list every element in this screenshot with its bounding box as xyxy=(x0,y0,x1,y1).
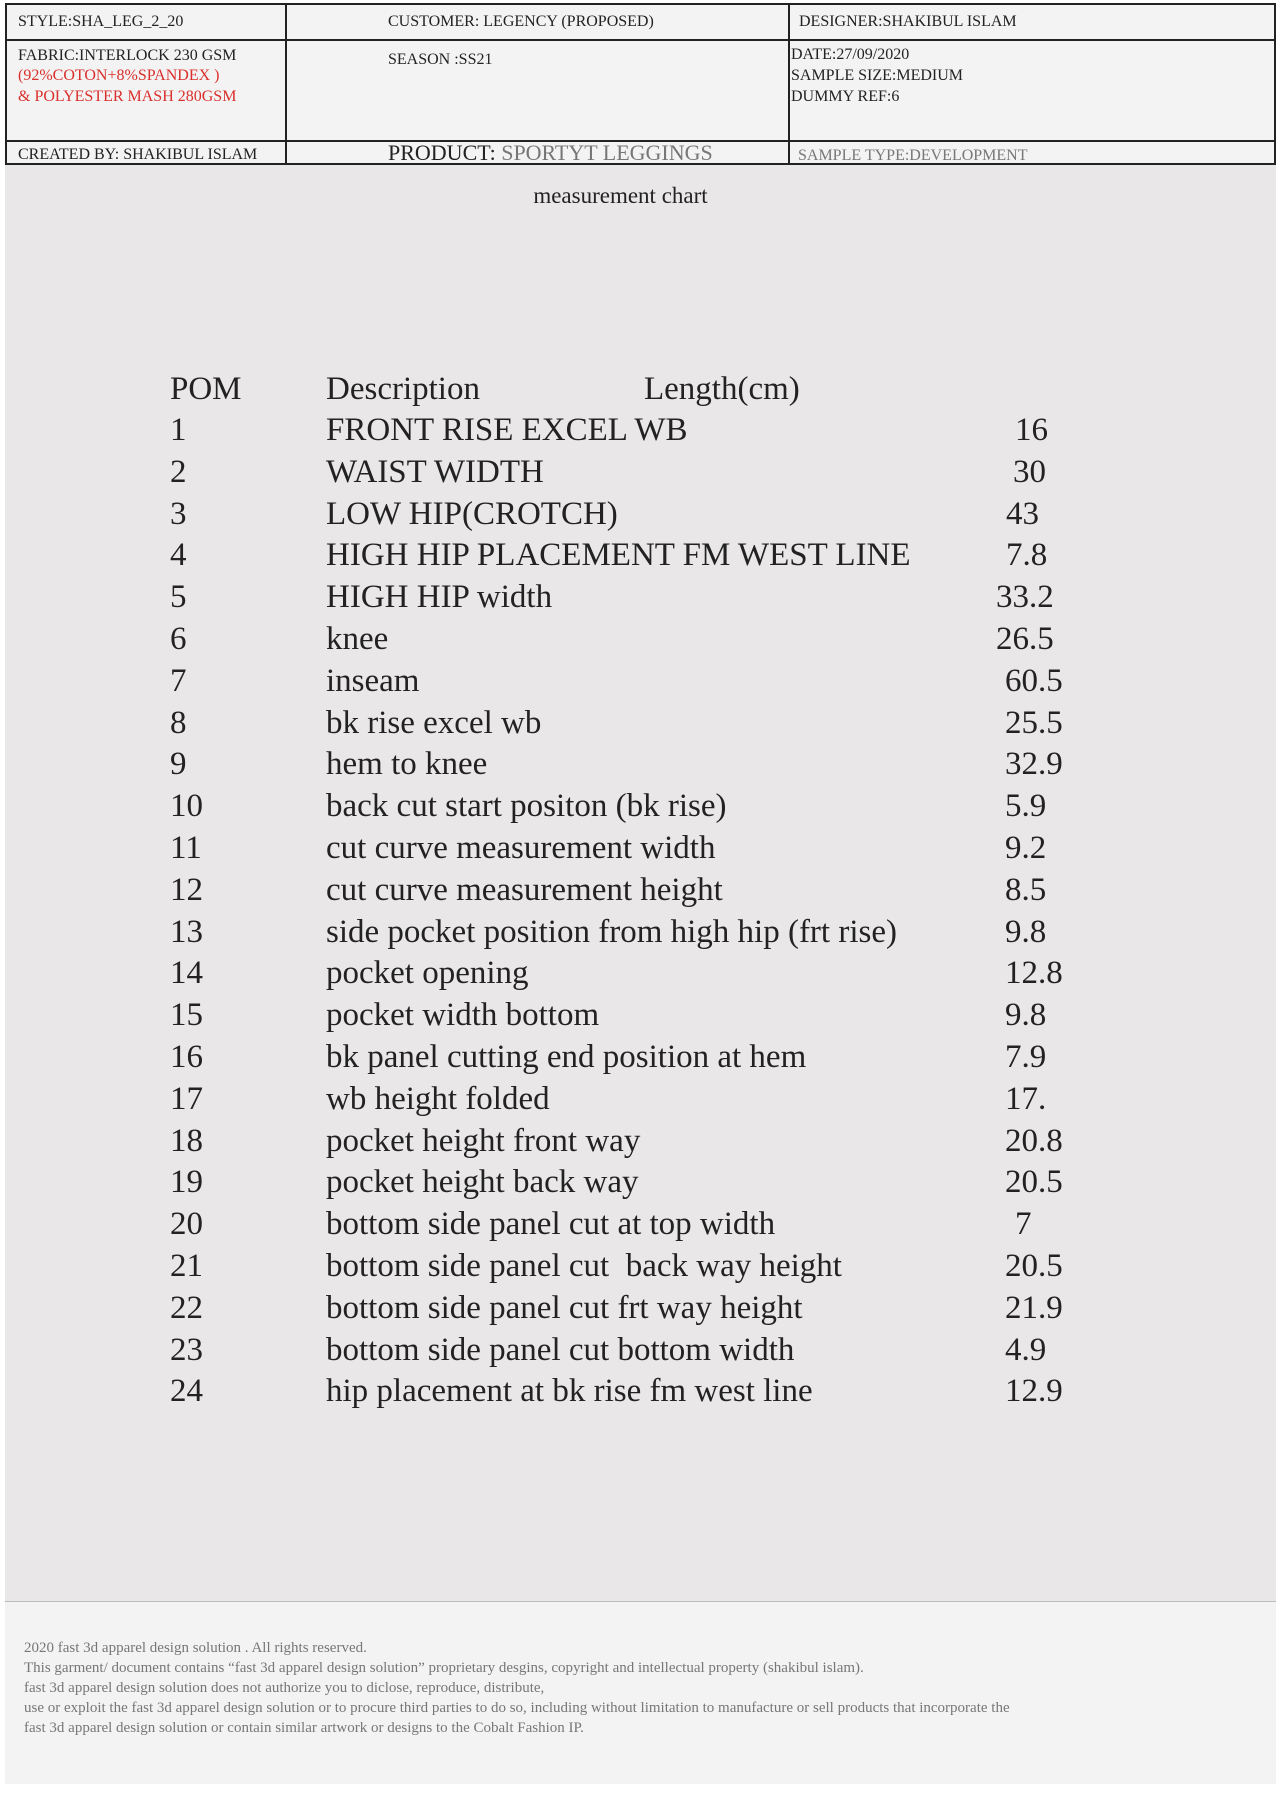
pom-length-value: 20.8 xyxy=(1005,1122,1063,1159)
column-header-pom: POM xyxy=(170,371,242,407)
pom-length-value: 12.8 xyxy=(1005,955,1063,992)
pom-length-value: 16 xyxy=(1015,412,1048,448)
header-block xyxy=(5,3,1276,165)
date-label: DATE:27/09/2020 xyxy=(791,46,910,63)
pom-number: 18 xyxy=(170,1122,203,1159)
pom-number: 6 xyxy=(170,621,187,657)
pom-number: 23 xyxy=(170,1331,203,1368)
pom-length-value: 12.9 xyxy=(1005,1373,1063,1410)
pom-number: 15 xyxy=(170,997,203,1034)
designer-label: DESIGNER:SHAKIBUL ISLAM xyxy=(799,13,1017,30)
pom-number: 9 xyxy=(170,746,187,783)
pom-length-value: 20.5 xyxy=(1005,1248,1063,1284)
pom-length-value: 5.9 xyxy=(1005,788,1047,825)
pom-number: 10 xyxy=(170,788,203,825)
season-label: SEASON :SS21 xyxy=(388,51,493,68)
pom-number: 4 xyxy=(170,537,187,574)
pom-description: LOW HIP(CROTCH) xyxy=(326,495,618,532)
sample-type-label: SAMPLE TYPE:DEVELOPMENT xyxy=(798,147,1028,164)
pom-length-value: 20.5 xyxy=(1005,1164,1063,1201)
pom-number: 11 xyxy=(170,830,202,866)
fabric-label: FABRIC:INTERLOCK 230 GSM xyxy=(18,47,237,64)
pom-description: cut curve measurement width xyxy=(326,830,716,866)
pom-number: 13 xyxy=(170,913,203,950)
pom-description: pocket width bottom xyxy=(326,997,600,1034)
pom-description: FRONT RISE EXCEL WB xyxy=(326,412,688,448)
pom-description: WAIST WIDTH xyxy=(326,453,544,490)
pom-description: wb height folded xyxy=(326,1080,550,1117)
spec-sheet xyxy=(5,3,1276,1783)
footer-line-2: This garment/ document contains “fast 3d apparel design solution” proprietary desgins, copyright and intellectual property (shakibul islam). xyxy=(24,1660,864,1676)
pom-number: 2 xyxy=(170,453,187,490)
header-border-right xyxy=(1274,3,1276,165)
pom-number: 20 xyxy=(170,1206,203,1243)
column-header-length: Length(cm) xyxy=(644,371,800,407)
pom-length-value: 33.2 xyxy=(996,579,1054,616)
product-label-key: PRODUCT: xyxy=(388,140,496,165)
pom-number: 22 xyxy=(170,1289,203,1326)
pom-length-value: 4.9 xyxy=(1005,1331,1047,1368)
footer-notice xyxy=(5,1601,1276,1784)
pom-length-value: 30 xyxy=(1013,453,1046,490)
pom-number: 3 xyxy=(170,495,187,532)
fabric-composition: (92%COTON+8%SPANDEX ) xyxy=(18,67,220,84)
pom-length-value: 9.2 xyxy=(1005,830,1047,866)
footer-line-1: 2020 fast 3d apparel design solution . All rights reserved. xyxy=(24,1640,367,1656)
pom-length-value: 21.9 xyxy=(1005,1289,1063,1326)
dummy-ref-label: DUMMY REF:6 xyxy=(791,88,900,105)
pom-description: cut curve measurement height xyxy=(326,871,723,908)
column-header-description: Description xyxy=(326,371,480,407)
customer-label: CUSTOMER: LEGENCY (PROPOSED) xyxy=(388,13,654,30)
pom-length-value: 26.5 xyxy=(996,621,1054,657)
pom-description: bottom side panel cut back way height xyxy=(326,1248,842,1284)
pom-number: 24 xyxy=(170,1373,203,1410)
pom-length-value: 9.8 xyxy=(1005,913,1047,950)
pom-number: 7 xyxy=(170,662,187,699)
product-label-value: SPORTYT LEGGINGS xyxy=(501,140,713,165)
product-label xyxy=(388,141,713,165)
pom-number: 17 xyxy=(170,1080,203,1117)
pom-description: knee xyxy=(326,621,389,657)
pom-description: hem to knee xyxy=(326,746,488,783)
pom-length-value: 60.5 xyxy=(1005,662,1063,699)
pom-description: pocket height front way xyxy=(326,1122,641,1159)
pom-length-value: 32.9 xyxy=(1005,746,1063,783)
pom-number: 1 xyxy=(170,412,187,448)
footer-line-3: fast 3d apparel design solution does not authorize you to diclose, reproduce, distribute, xyxy=(24,1680,545,1696)
footer-line-5: fast 3d apparel design solution or contain similar artwork or designs to the Cobalt Fashion IP. xyxy=(24,1720,584,1736)
pom-length-value: 17. xyxy=(1005,1080,1047,1117)
pom-description: bottom side panel cut frt way height xyxy=(326,1289,803,1326)
pom-number: 12 xyxy=(170,871,203,908)
pom-length-value: 9.8 xyxy=(1005,997,1047,1034)
pom-description: inseam xyxy=(326,662,420,699)
pom-number: 19 xyxy=(170,1164,203,1201)
pom-description: back cut start positon (bk rise) xyxy=(326,788,727,825)
pom-description: bk panel cutting end position at hem xyxy=(326,1039,807,1075)
pom-length-value: 8.5 xyxy=(1005,871,1047,908)
pom-number: 14 xyxy=(170,955,203,992)
footer-line-4: use or exploit the fast 3d apparel design solution or to procure third parties to do so, including without limitation to manufacture or sell products that incorporate the xyxy=(24,1700,1010,1716)
pom-description: bottom side panel cut at top width xyxy=(326,1206,776,1243)
created-by-label: CREATED BY: SHAKIBUL ISLAM xyxy=(18,146,258,163)
pom-description: HIGH HIP width xyxy=(326,579,553,616)
header-border-left xyxy=(5,3,7,165)
pom-description: pocket height back way xyxy=(326,1164,639,1201)
fabric-mesh: & POLYESTER MASH 280GSM xyxy=(18,88,237,105)
pom-description: side pocket position from high hip (frt rise) xyxy=(326,913,897,950)
pom-length-value: 7.9 xyxy=(1005,1039,1047,1075)
sample-size-label: SAMPLE SIZE:MEDIUM xyxy=(791,67,964,84)
pom-length-value: 43 xyxy=(1006,495,1039,532)
header-col-divider-2 xyxy=(788,3,790,165)
pom-number: 21 xyxy=(170,1248,203,1284)
style-label: STYLE:SHA_LEG_2_20 xyxy=(18,13,184,30)
pom-description: HIGH HIP PLACEMENT FM WEST LINE xyxy=(326,537,911,574)
pom-description: pocket opening xyxy=(326,955,529,992)
header-border-top xyxy=(5,3,1276,5)
pom-length-value: 7 xyxy=(1015,1206,1032,1243)
pom-length-value: 25.5 xyxy=(1005,704,1063,741)
pom-number: 5 xyxy=(170,579,187,616)
chart-title: measurement chart xyxy=(533,183,708,208)
pom-description: hip placement at bk rise fm west line xyxy=(326,1373,813,1410)
pom-description: bottom side panel cut bottom width xyxy=(326,1331,795,1368)
pom-description: bk rise excel wb xyxy=(326,704,542,741)
header-divider-1 xyxy=(5,39,1276,41)
pom-number: 16 xyxy=(170,1039,203,1075)
pom-number: 8 xyxy=(170,704,187,741)
pom-length-value: 7.8 xyxy=(1006,537,1048,574)
header-col-divider-1 xyxy=(285,3,287,165)
